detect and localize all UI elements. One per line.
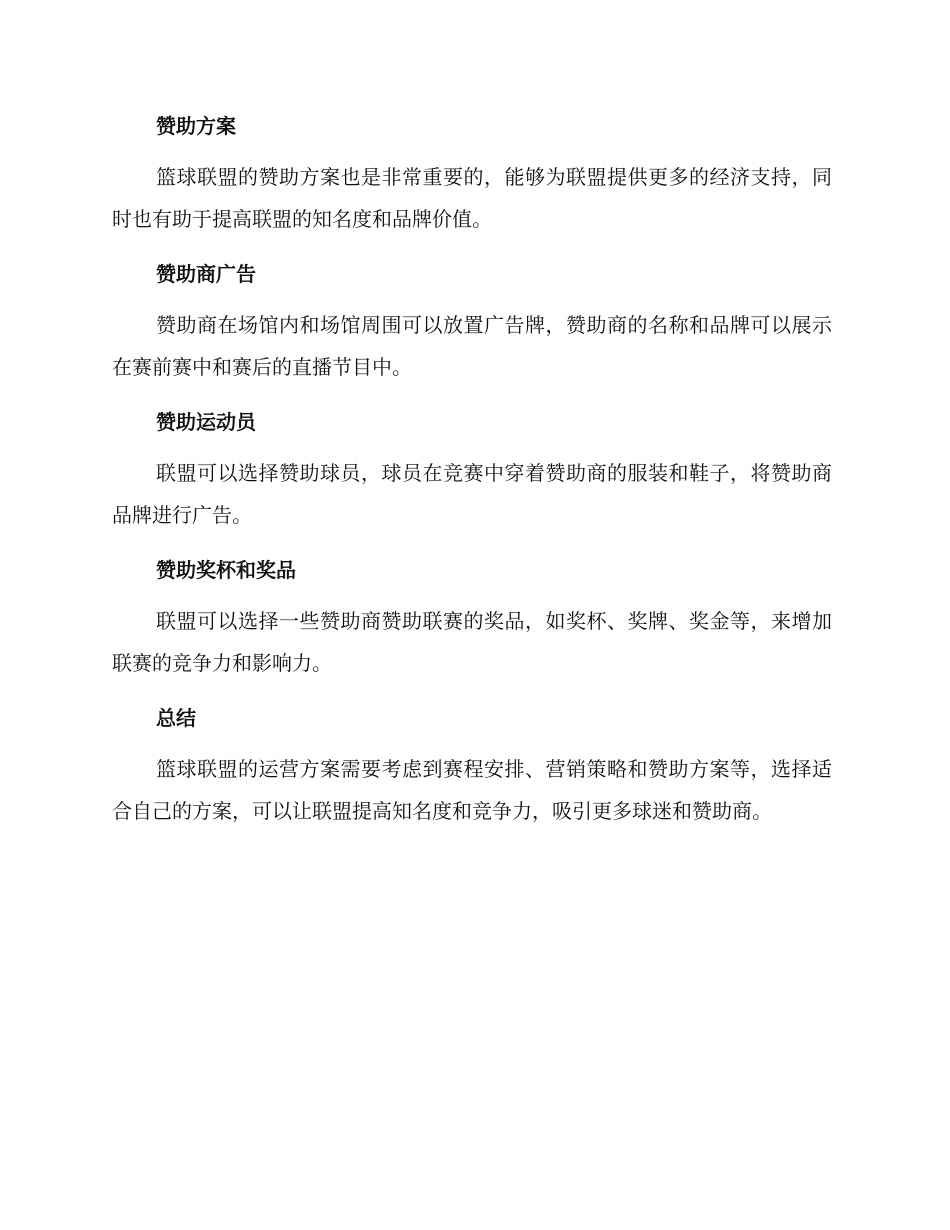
section-paragraph: 赞助商在场馆内和场馆周围可以放置广告牌，赞助商的名称和品牌可以展示在赛前赛中和赛后的直播节目中。 (112, 313, 832, 379)
section-sponsor-ads (112, 254, 832, 388)
section-sponsor-trophies (112, 550, 832, 684)
section-sponsorship-plan (112, 106, 832, 240)
section-paragraph: 篮球联盟的赞助方案也是非常重要的，能够为联盟提供更多的经济支持，同时也有助于提高联盟的知名度和品牌价值。 (112, 165, 832, 231)
section-summary (112, 698, 832, 832)
section-paragraph: 联盟可以选择赞助球员，球员在竞赛中穿着赞助商的服装和鞋子，将赞助商品牌进行广告。 (112, 461, 832, 527)
section-heading: 赞助奖杯和奖品 (156, 558, 296, 582)
section-paragraph: 篮球联盟的运营方案需要考虑到赛程安排、营销策略和赞助方案等，选择适合自己的方案，可以让联盟提高知名度和竞争力，吸引更多球迷和赞助商。 (112, 757, 832, 823)
section-sponsor-athletes (112, 402, 832, 536)
section-heading: 赞助方案 (156, 114, 236, 138)
section-heading: 赞助运动员 (156, 410, 256, 434)
section-paragraph: 联盟可以选择一些赞助商赞助联赛的奖品，如奖杯、奖牌、奖金等，来增加联赛的竞争力和影响力。 (112, 609, 832, 675)
document-page (112, 106, 832, 846)
section-heading: 赞助商广告 (156, 262, 256, 286)
section-heading: 总结 (156, 706, 196, 730)
